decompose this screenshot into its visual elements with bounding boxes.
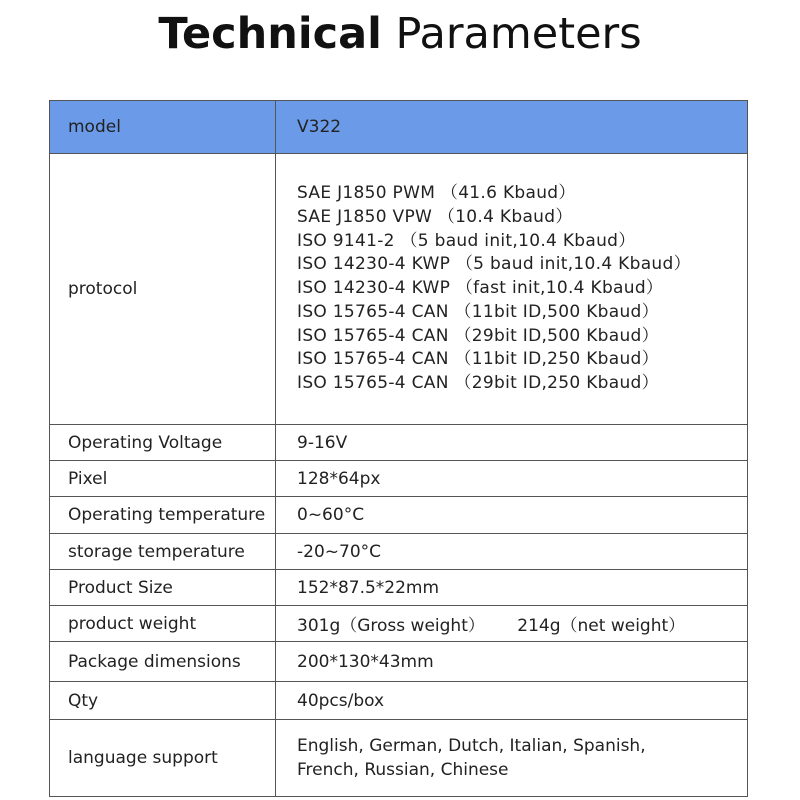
row-value: 301g（Gross weight） 214g（net weight） bbox=[276, 606, 748, 642]
title-light: Parameters bbox=[395, 9, 642, 59]
table-row bbox=[50, 642, 748, 682]
protocol-line: ISO 9141-2 （5 baud init,10.4 Kbaud） bbox=[297, 230, 636, 251]
table-row bbox=[50, 461, 748, 497]
spec-table bbox=[49, 100, 748, 797]
row-value: 9-16V bbox=[276, 425, 748, 461]
row-label: Operating Voltage bbox=[50, 425, 276, 461]
row-value: -20~70°C bbox=[276, 534, 748, 570]
row-label: Package dimensions bbox=[50, 642, 276, 682]
model-label: model bbox=[50, 101, 276, 154]
protocol-line: ISO 14230-4 KWP （fast init,10.4 Kbaud） bbox=[297, 278, 664, 299]
table-row bbox=[50, 425, 748, 461]
protocol-line: SAE J1850 PWM （41.6 Kbaud） bbox=[297, 183, 576, 204]
language-line: English, German, Dutch, Italian, Spanish, bbox=[297, 736, 646, 756]
protocol-line: ISO 15765-4 CAN （29bit ID,500 Kbaud） bbox=[297, 325, 659, 346]
row-label: Product Size bbox=[50, 570, 276, 606]
language-row bbox=[50, 720, 748, 797]
row-value: 152*87.5*22mm bbox=[276, 570, 748, 606]
row-value: 40pcs/box bbox=[276, 682, 748, 720]
row-value: 0~60°C bbox=[276, 497, 748, 534]
protocol-line: ISO 15765-4 CAN （29bit ID,250 Kbaud） bbox=[297, 372, 659, 393]
row-label: Pixel bbox=[50, 461, 276, 497]
row-label: Operating temperature bbox=[50, 497, 276, 534]
row-value: 128*64px bbox=[276, 461, 748, 497]
protocol-line: ISO 14230-4 KWP （5 baud init,10.4 Kbaud） bbox=[297, 254, 691, 275]
table-row bbox=[50, 497, 748, 534]
table-row bbox=[50, 606, 748, 642]
language-line: French, Russian, Chinese bbox=[297, 760, 509, 780]
title-bold: Technical bbox=[158, 9, 382, 59]
row-label: storage temperature bbox=[50, 534, 276, 570]
language-label: language support bbox=[50, 720, 276, 797]
page-title bbox=[0, 8, 800, 60]
row-label: product weight bbox=[50, 606, 276, 642]
row-value: 200*130*43mm bbox=[276, 642, 748, 682]
protocol-row bbox=[50, 154, 748, 425]
protocol-line: ISO 15765-4 CAN （11bit ID,250 Kbaud） bbox=[297, 349, 659, 370]
row-label: Qty bbox=[50, 682, 276, 720]
table-row bbox=[50, 682, 748, 720]
protocol-label: protocol bbox=[50, 154, 276, 425]
table-row bbox=[50, 570, 748, 606]
protocol-line: SAE J1850 VPW （10.4 Kbaud） bbox=[297, 207, 573, 228]
table-row bbox=[50, 534, 748, 570]
model-value: V322 bbox=[276, 101, 748, 154]
protocol-value bbox=[276, 154, 748, 425]
table-header-row bbox=[50, 101, 748, 154]
protocol-line: ISO 15765-4 CAN （11bit ID,500 Kbaud） bbox=[297, 301, 659, 322]
language-value bbox=[276, 720, 748, 797]
